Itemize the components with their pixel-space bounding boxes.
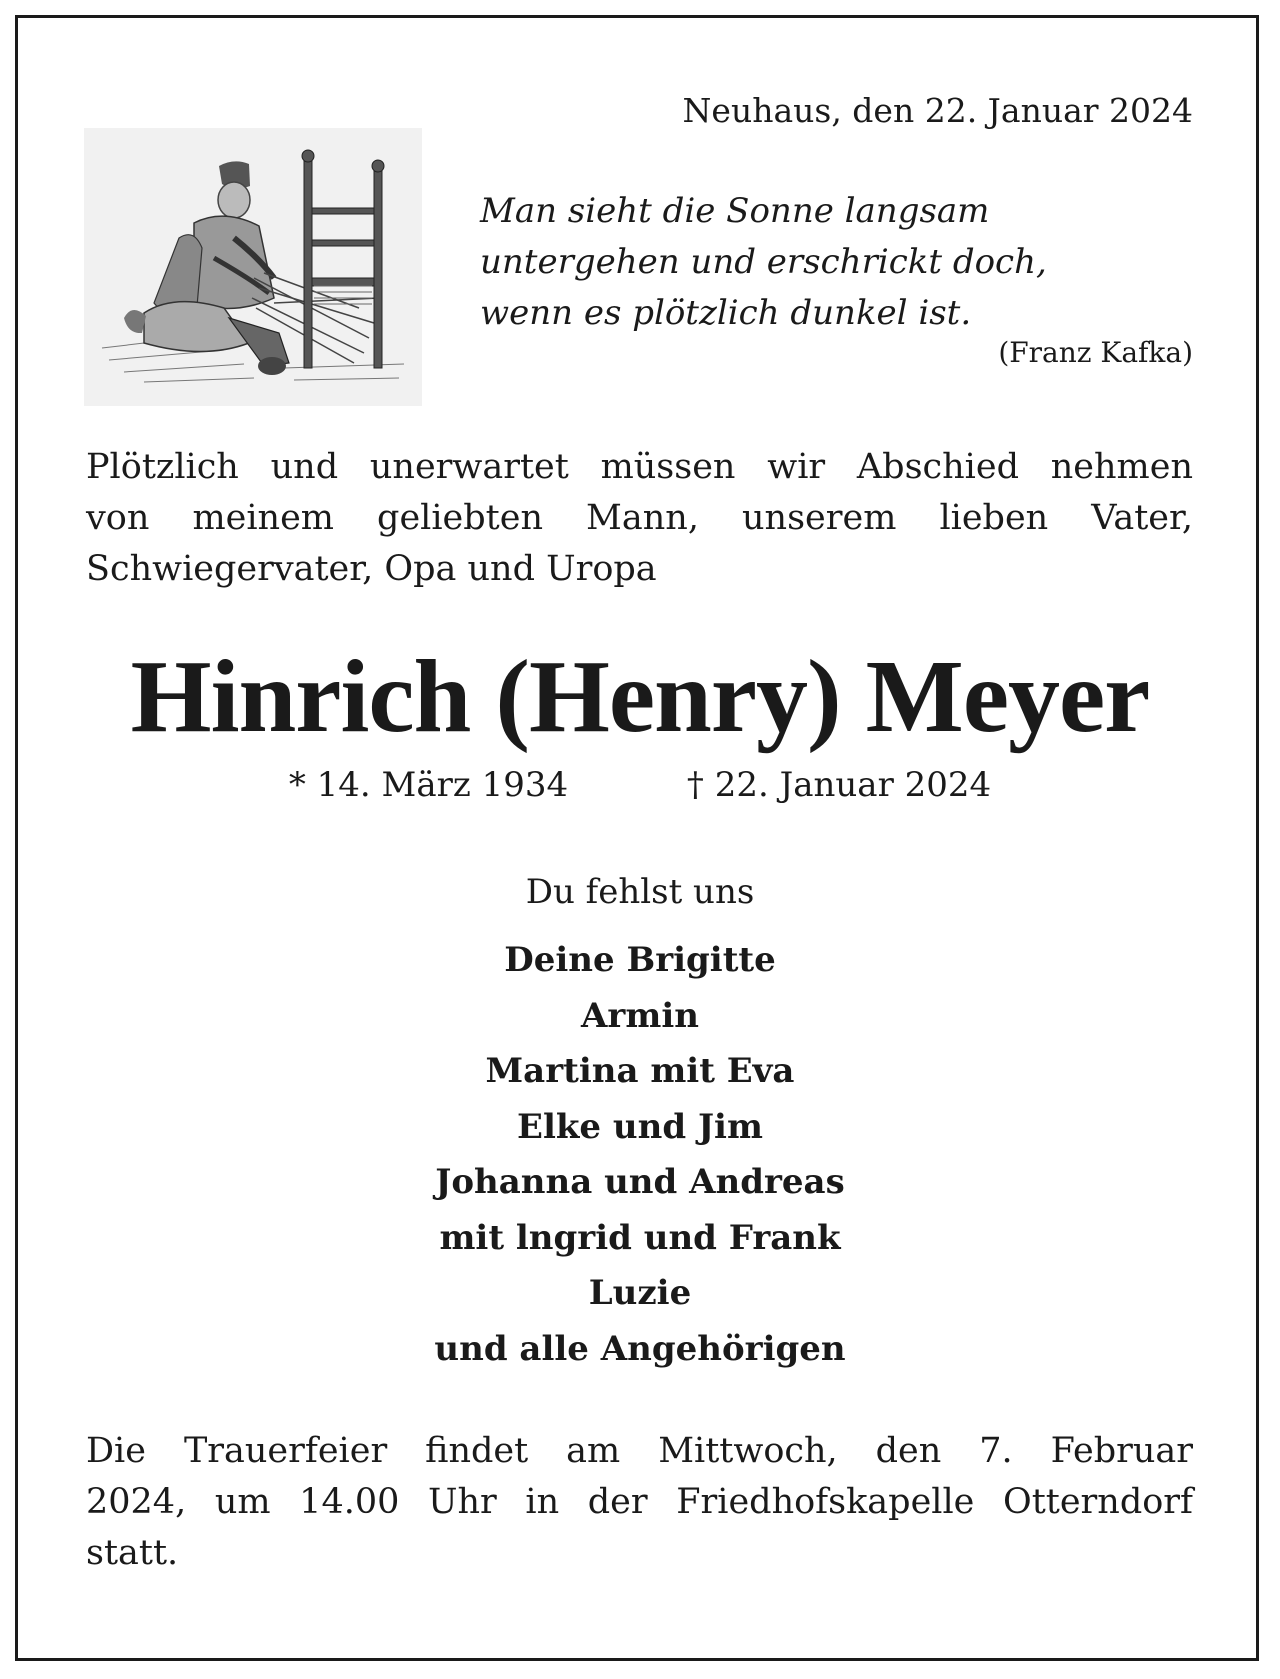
chair-weaver-icon	[84, 128, 422, 406]
mourners-intro: Du fehlst uns	[525, 872, 755, 912]
place-date: Neuhaus, den 22. Januar 2024	[682, 91, 1193, 130]
mourner-name: Elke und Jim	[517, 1106, 763, 1147]
intro-line: von meinem geliebten Mann, unserem lieben Vater,	[86, 498, 1193, 538]
intro-text	[86, 442, 1193, 595]
mourner-name: Johanna und Andreas	[435, 1162, 845, 1202]
birth-date: * 14. März 1934	[288, 765, 569, 805]
funeral-line: Die Trauerfeier findet am Mittwoch, den 7. Februar	[86, 1431, 1193, 1471]
mourner-name: mit lngrid und Frank	[439, 1217, 841, 1258]
mourner-name: und alle Angehörigen	[434, 1328, 846, 1369]
mourner-name: Martina mit Eva	[485, 1051, 795, 1091]
funeral-notice	[86, 1426, 1193, 1579]
deceased-name: Hinrich (Henry) Meyer	[130, 639, 1150, 754]
quote-line: wenn es plötzlich dunkel ist.	[480, 293, 972, 333]
intro-line: Plötzlich und unerwartet müssen wir Abschied nehmen	[86, 447, 1193, 487]
mourner-name: Deine Brigitte	[504, 940, 776, 980]
death-date: † 22. Januar 2024	[686, 765, 992, 805]
mourners-list	[0, 933, 1280, 1377]
funeral-line: 2024, um 14.00 Uhr in der Friedhofskapelle Otterndorf	[86, 1482, 1193, 1522]
kafka-quote	[480, 186, 1047, 339]
mourner-name: Luzie	[588, 1273, 692, 1313]
quote-author: (Franz Kafka)	[998, 336, 1193, 369]
mourner-name: Armin	[581, 995, 699, 1036]
funeral-line: statt.	[86, 1533, 179, 1573]
intro-line: Schwiegervater, Opa und Uropa	[86, 549, 657, 589]
quote-line: Man sieht die Sonne langsam	[480, 191, 990, 231]
quote-line: untergehen und erschrickt doch,	[480, 242, 1047, 282]
life-dates	[0, 765, 1280, 806]
woodcut-illustration	[84, 128, 422, 406]
